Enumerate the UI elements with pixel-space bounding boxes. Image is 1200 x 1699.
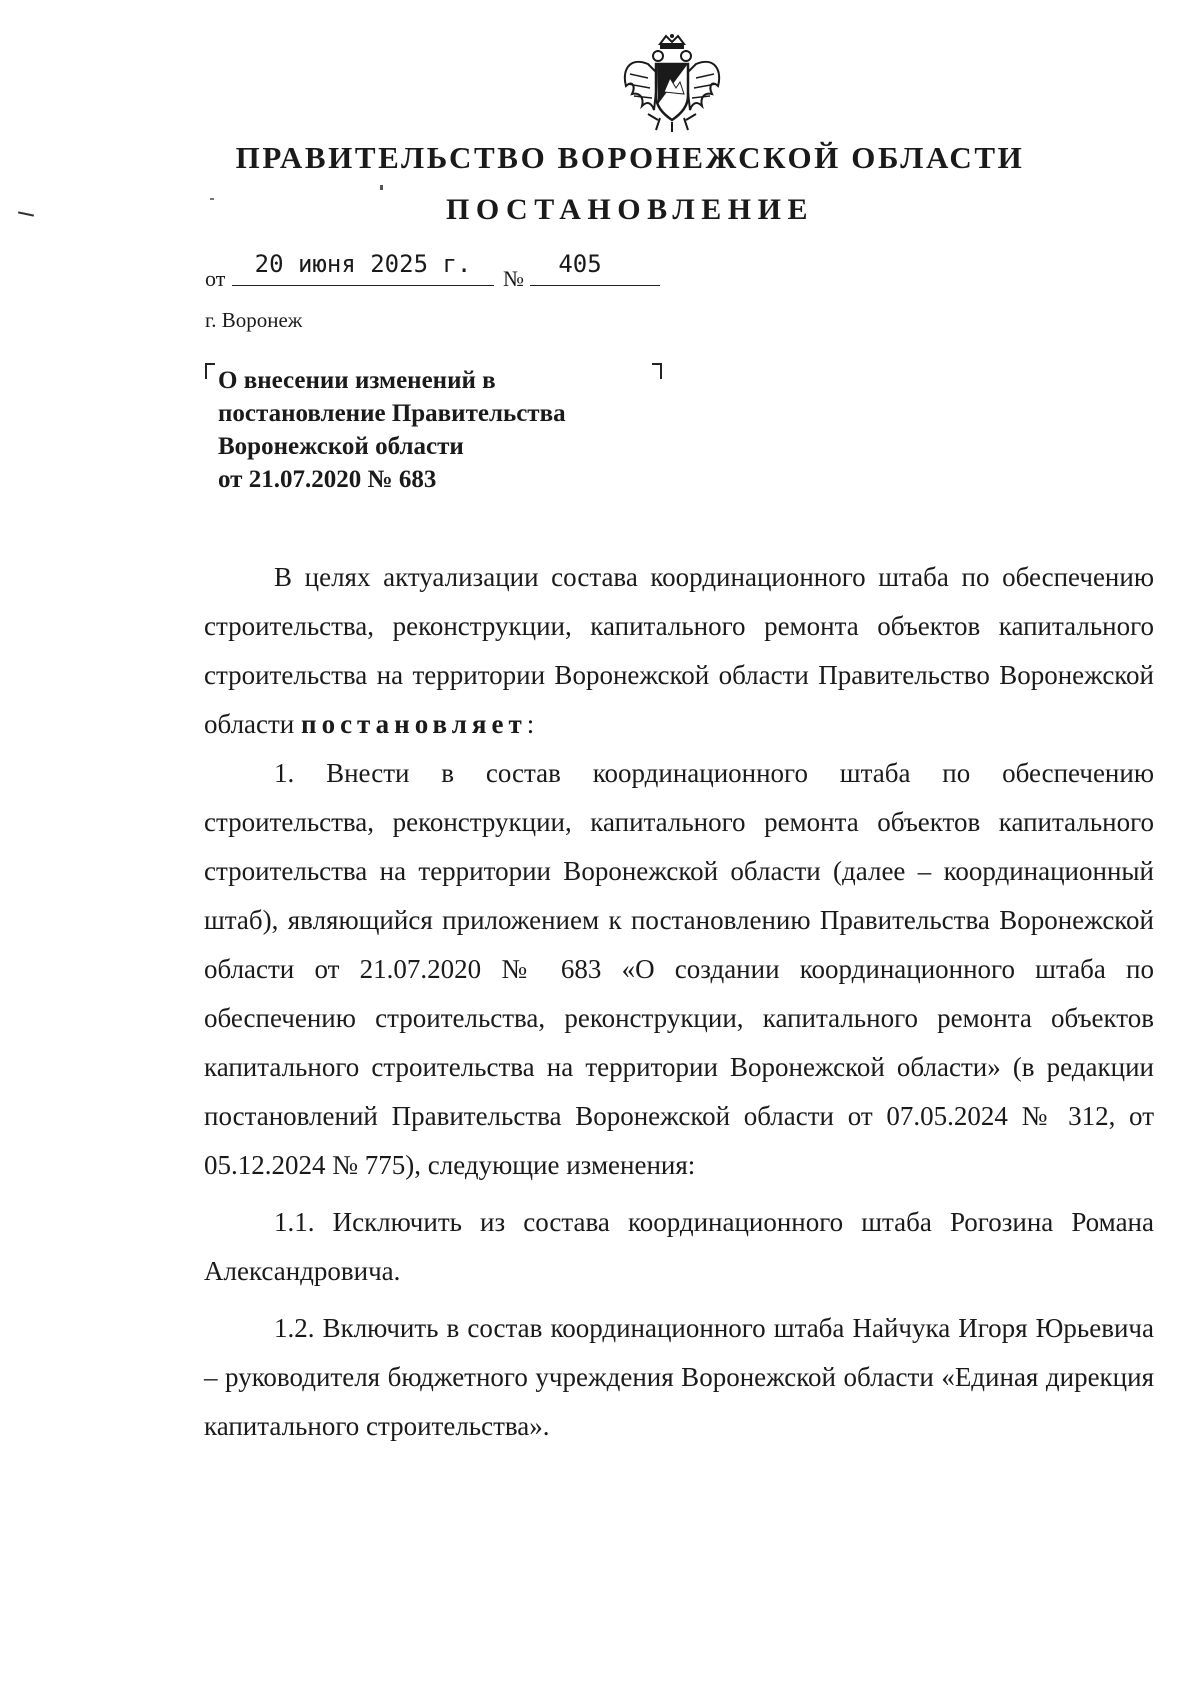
preamble-colon: : [526, 709, 535, 739]
paragraph-item-1: 1. Внести в состав координационного штаба по обеспечению строительства, реконструкции, капитального ремонта объектов капитального строительства на территории Воронежской области (далее – координационный штаб), являющийся приложением к постановлению Правительства Воронежской области от 21.07.2020 № 683 «О создании координационного штаба по обеспечению строительства, реконструкции, капитального ремонта объектов капитального строительства на территории Воронежской области» (в редакции постановлений Правительства Воронежской области от 07.05.2024 № 312, от 05.12.2024 № 775), следующие изменения: [204, 758, 1154, 1180]
date-prefix: от [205, 266, 226, 291]
document-body [204, 553, 1154, 1451]
coat-of-arms-icon [618, 34, 726, 134]
preamble-text: В целях актуализации состава координационного штаба по обеспечению строительства, реконструкции, капитального ремонта объектов капитального строительства на территории Воронежской области Правительство Воронежской области [204, 562, 1154, 739]
number-prefix: № [503, 266, 524, 291]
document-date: 20 июня 2025 г. [254, 250, 472, 278]
paragraph-item-1-1: 1.1. Исключить из состава координационного штаба Рогозина Романа Александровича. [204, 1207, 1154, 1286]
corner-bracket-left [205, 363, 215, 379]
document-subject [218, 364, 678, 496]
subject-line: от 21.07.2020 № 683 [218, 466, 437, 493]
scan-mark [380, 185, 383, 190]
paragraph-item-1-2: 1.2. Включить в состав координационного штаба Найчука Игоря Юрьевича – руководителя бюджетного учреждения Воронежской области «Единая дирекция капитального строительства». [204, 1313, 1154, 1441]
document-type: ПОСТАНОВЛЕНИЕ [446, 193, 814, 226]
subject-line: постановление Правительства [218, 400, 566, 427]
paragraph-preamble [204, 553, 1154, 749]
document-number: 405 [558, 250, 602, 278]
government-title: ПРАВИТЕЛЬСТВО ВОРОНЕЖСКОЙ ОБЛАСТИ [235, 140, 1025, 175]
resolves-word: постановляет [301, 709, 527, 739]
subject-line: О внесении изменений в [218, 367, 496, 394]
number-underline [530, 285, 660, 286]
subject-line: Воронежской области [218, 433, 464, 460]
city: г. Воронеж [205, 308, 303, 332]
date-underline [232, 285, 494, 286]
